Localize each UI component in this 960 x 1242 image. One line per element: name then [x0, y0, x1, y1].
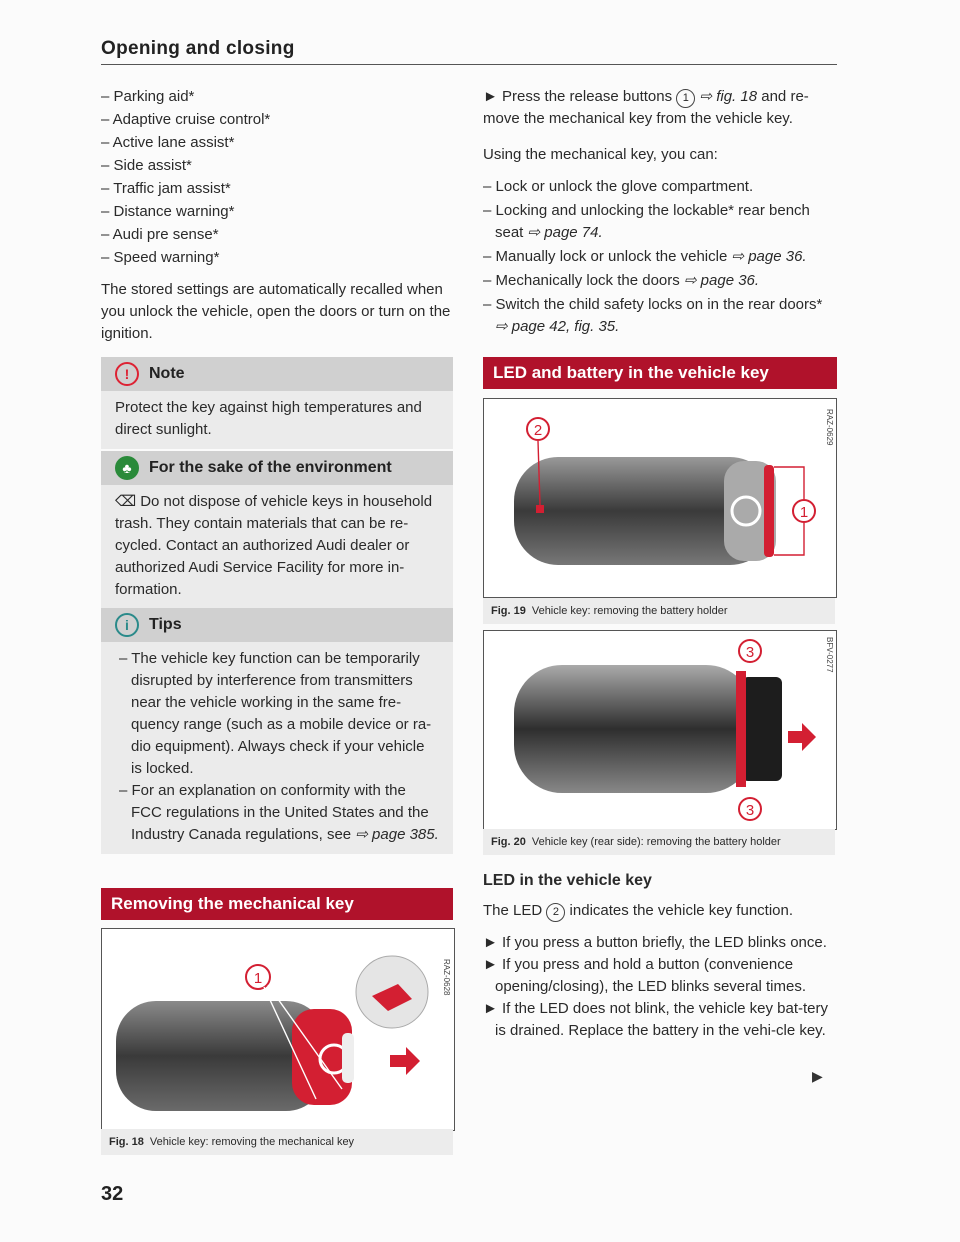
led-intro: The LED 2 indicates the vehicle key function.	[483, 900, 837, 922]
list-item: – Traffic jam assist*	[101, 180, 231, 197]
header-divider	[101, 64, 837, 65]
led-list-item: ► If the LED does not blink, the vehicle key bat-tery is drained. Replace the battery in the vehi-cle key.	[483, 1000, 829, 1039]
trash-bin-icon: ⌫	[115, 493, 137, 510]
page-ref-link[interactable]: ⇨ page 36.	[683, 272, 760, 289]
rear-side-illustration	[484, 631, 836, 829]
note-body: Protect the key against high temperatures and direct sunlight.	[101, 391, 453, 449]
environment-body	[101, 485, 453, 609]
figure-code: RAZ-0628	[442, 959, 451, 996]
note-header	[101, 357, 453, 391]
led-list-item: ► If you press a button briefly, the LED blinks once.	[483, 934, 827, 951]
callout-badge: 2	[546, 903, 565, 922]
figure-19-caption	[483, 598, 835, 624]
figure-18-caption	[101, 1129, 453, 1155]
exclamation-icon: !	[115, 362, 139, 386]
caption-text: Vehicle key: removing the mechanical key	[149, 1136, 355, 1148]
list-item: – Adaptive cruise control*	[101, 111, 271, 128]
tip-item: – The vehicle key function can be temporarily disrupted by interference from transmitters near the vehicle working in the same fre-quency range (such as a mobile device or ra-dio equipment). Always check if your vehicle is locked.	[119, 650, 432, 777]
tips-body	[101, 642, 453, 854]
page-header-title: Opening and closing	[101, 38, 295, 59]
figure-code: RAZ-0629	[825, 409, 834, 446]
instruction-text: ► Press the release buttons	[483, 88, 673, 105]
led-list-item: ► If you press and hold a button (convenience opening/closing), the LED blinks several times.	[483, 956, 806, 995]
callout-top: 3	[745, 644, 755, 661]
list-item: – Switch the child safety locks on in the rear doors* ⇨ page 42, fig. 35.	[483, 296, 823, 335]
callout-badge: 1	[676, 89, 695, 108]
fig-ref-link[interactable]: ⇨ fig. 18	[699, 88, 758, 105]
caption-text: Vehicle key (rear side): removing the battery holder	[531, 836, 781, 848]
list-item: – Mechanically lock the doors ⇨ page 36.	[483, 272, 760, 289]
section-title-mechanical-key: Removing the mechanical key	[101, 888, 453, 920]
led-section	[483, 870, 837, 1042]
list-item: – Side assist*	[101, 157, 192, 174]
figure-18	[101, 928, 455, 1131]
environment-header	[101, 451, 453, 485]
stored-settings-text: The stored settings are automatically recalled when you unlock the vehicle, open the doors or turn on the ignition.	[101, 281, 451, 342]
note-title: Note	[149, 365, 185, 382]
list-item: – Audi pre sense*	[101, 226, 219, 243]
uses-list	[483, 176, 837, 338]
left-column	[101, 86, 453, 345]
list-item: – Lock or unlock the glove compartment.	[483, 178, 754, 195]
press-release-instruction	[483, 86, 837, 130]
key-removal-illustration	[102, 929, 454, 1130]
environment-box	[101, 451, 453, 609]
led-heading: LED in the vehicle key	[483, 872, 652, 889]
section-title-led-battery: LED and battery in the vehicle key	[483, 357, 837, 389]
figure-label: Fig. 18	[109, 1136, 144, 1148]
tip-text: – For an explanation on conformity with the FCC regulations in the United States and the Industry Canada regulations, see	[119, 782, 429, 843]
figure-20	[483, 630, 837, 830]
list-item: – Manually lock or unlock the vehicle ⇨ page 36.	[483, 248, 807, 265]
tips-header	[101, 608, 453, 642]
list-item: – Locking and unlocking the lockable* rear bench seat ⇨ page 74.	[483, 202, 810, 241]
continue-arrow-icon: ▶	[812, 1068, 823, 1084]
right-column	[483, 86, 837, 338]
environment-text: Do not dispose of vehicle keys in household trash. They contain materials that can be re-cycled. Contact an authorized Audi dealer or authorized Audi Service Facility for more in-formation.	[115, 493, 433, 598]
callout-led: 2	[533, 422, 543, 439]
figure-code: BFV-0277	[825, 637, 834, 673]
caption-text: Vehicle key: removing the battery holder	[531, 605, 728, 617]
system-list	[101, 86, 453, 269]
list-item: – Speed warning*	[101, 249, 220, 266]
info-icon: i	[115, 613, 139, 637]
instruction-text: and re-move the mechanical key from the vehicle key.	[483, 88, 809, 127]
figure-20-caption	[483, 829, 835, 855]
tips-title: Tips	[149, 616, 182, 633]
page-ref-link[interactable]: ⇨ page 74.	[527, 224, 603, 241]
page-ref-link[interactable]: ⇨ page 42, fig. 35.	[495, 318, 620, 335]
callout-holder: 1	[799, 504, 809, 521]
list-item: – Parking aid*	[101, 88, 195, 105]
using-text: Using the mechanical key, you can:	[483, 146, 718, 163]
page-ref-link[interactable]: ⇨ page 36.	[731, 248, 807, 265]
page-number: 32	[101, 1183, 124, 1205]
page-ref-link[interactable]: ⇨ page 385.	[355, 826, 439, 843]
figure-19	[483, 398, 837, 598]
figure-label: Fig. 20	[491, 836, 526, 848]
tips-box	[101, 608, 453, 854]
tip-item	[119, 780, 439, 846]
list-item: – Distance warning*	[101, 203, 235, 220]
list-item: – Active lane assist*	[101, 134, 235, 151]
callout-bottom: 3	[745, 802, 755, 819]
callout-1: 1	[253, 970, 263, 987]
note-box	[101, 357, 453, 449]
leaf-icon: ♣	[115, 456, 139, 480]
environment-title: For the sake of the environment	[149, 459, 392, 476]
figure-label: Fig. 19	[491, 605, 526, 617]
battery-holder-illustration	[484, 399, 836, 597]
